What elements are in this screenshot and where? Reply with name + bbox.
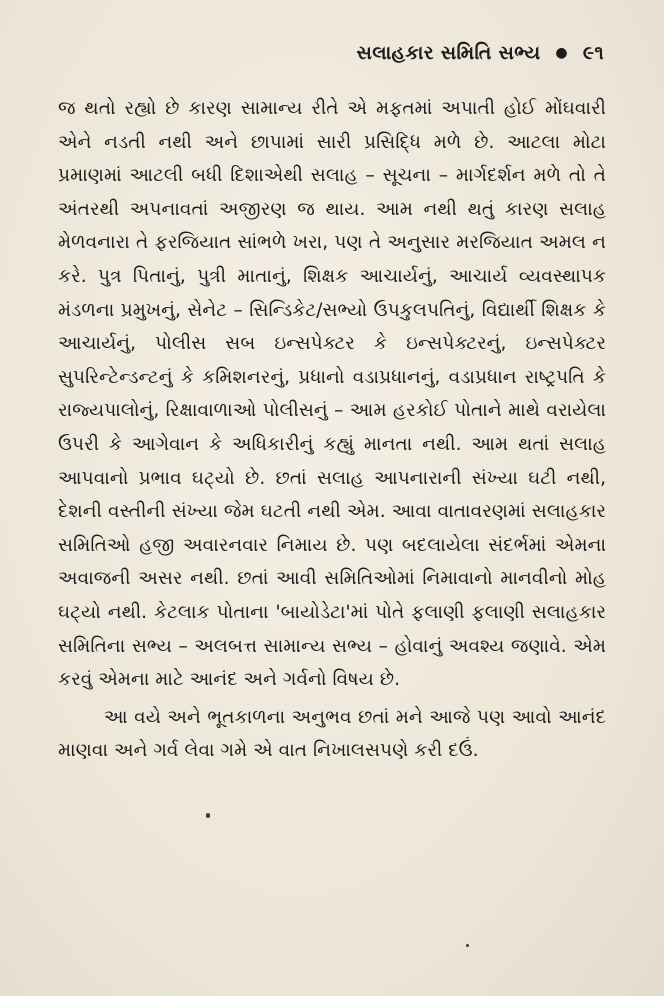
page-number: ૯૧ <box>582 42 604 64</box>
paragraph-2: આ વયે અને ભૂતકાળના અનુભવ છતાં મને આજે પણ આવો આનંદ માણવા અને ગર્વ લેવા ગમે એ વાત નિખાલસપણે કરી દઉં. <box>58 706 606 762</box>
body-text <box>58 92 606 768</box>
bullet-separator: ● <box>555 45 568 61</box>
ink-speck <box>466 944 469 947</box>
chapter-title: સલાહકાર સમિતિ સભ્ય <box>356 42 541 64</box>
paragraph-1: જ થતો રહ્યો છે કારણ સામાન્ય રીતે એ મફતમાં અપાતી હોઈ મોંઘવારી એને નડતી નથી અને છાપામાં સારી પ્રસિદ્ધિ મળે છે. આટલા મોટા પ્રમાણમાં આટલી બધી દિશાએથી સલાહ – સૂચના – માર્ગદર્શન મળે તો તે અંતરથી અપનાવતાં અજીરણ જ થાય. આમ નથી થતું કારણ સલાહ મેળવનારા તે ફરજિયાત સાંભળે ખરા, પણ તે અનુસાર મરજિયાત અમલ ન કરે. પુત્ર પિતાનું, પુત્રી માતાનું, શિક્ષક આચાર્યનું, આચાર્ય વ્યવસ્થાપક મંડળના પ્રમુખનું, સેનેટ – સિન્ડિકેટ/સભ્યો ઉપકુલપતિનું, વિદ્યાર્થી શિક્ષક કે આચાર્યનું, પોલીસ સબ ઇન્સપેક્ટર કે ઇન્સપેક્ટરનું, ઇન્સપેક્ટર સુપરિન્ટેન્ડન્ટનું કે કમિશનરનું, પ્રધાનો વડાપ્રધાનનું, વડાપ્રધાન રાષ્ટ્રપતિ કે રાજ્યપાલોનું, રિક્ષાવાળાઓ પોલીસનું – આમ હરકોઈ પોતાને માથે વરાયેલા ઉપરી કે આગેવાન કે અધિકારીનું કહ્યું માનતા નથી. આમ થતાં સલાહ આપવાનો પ્રભાવ ઘટ્યો છે. છતાં સલાહ આપનારાની સંખ્યા ઘટી નથી, દેશની વસ્તીની સંખ્યા જેમ ઘટતી નથી એમ. આવા વાતાવરણમાં સલાહકાર સમિતિઓ હજી અવારનવાર નિમાય છે. પણ બદલાયેલા સંદર્ભમાં એમના અવાજની અસર નથી. છતાં આવી સમિતિઓમાં નિમાવાનો માનવીનો મોહ ઘટ્યો નથી. કેટલાક પોતાના 'બાયોડેટા'માં પોતે ફલાણી ફલાણી સલાહકાર સમિતિના સભ્ય – અલબત્ત સામાન્ય સભ્ય – હોવાનું અવશ્ય જણાવે. એમ કરવું એમના માટે આનંદ અને ગર્વનો વિષય છે. <box>58 98 606 691</box>
ink-speck <box>206 813 210 818</box>
running-header <box>357 42 604 64</box>
